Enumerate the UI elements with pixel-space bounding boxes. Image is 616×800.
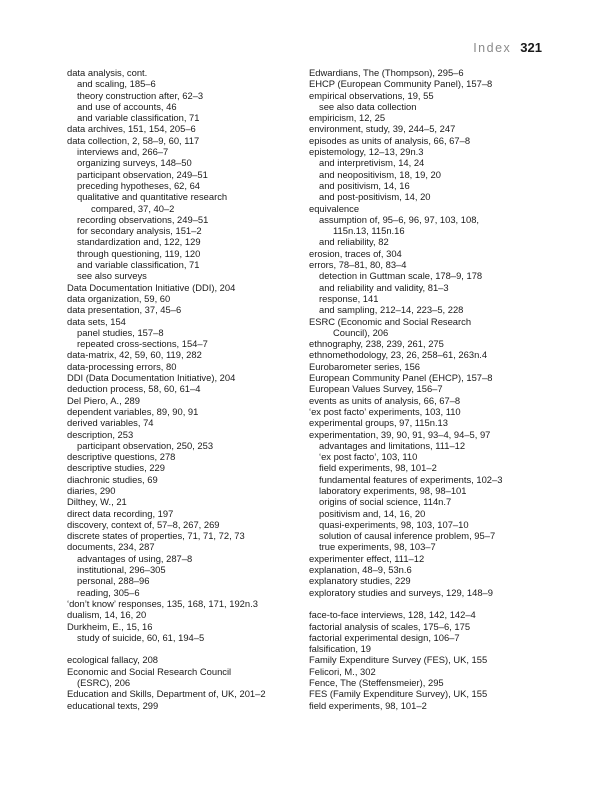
index-column-left <box>67 67 317 711</box>
index-entry: direct data recording, 197 <box>67 507 174 519</box>
index-subentry: (ESRC), 206 <box>77 677 131 689</box>
index-subentry: see also data collection <box>319 100 417 112</box>
index-subentry: ‘ex post facto’, 103, 110 <box>319 451 418 463</box>
index-subentry: and post-positivism, 14, 20 <box>319 191 431 203</box>
index-subentry: and variable classification, 71 <box>77 112 200 124</box>
index-entry: Felicori, M., 302 <box>309 665 376 677</box>
index-entry: descriptive studies, 229 <box>67 462 165 474</box>
index-subentry: through questioning, 119, 120 <box>77 247 201 259</box>
index-entry: erosion, traces of, 304 <box>309 247 402 259</box>
index-subentry: preceding hypotheses, 62, 64 <box>77 179 201 191</box>
index-entry: deduction process, 58, 60, 61–4 <box>67 383 201 395</box>
index-entry: dependent variables, 89, 90, 91 <box>67 405 199 417</box>
index-entry: data organization, 59, 60 <box>67 292 171 304</box>
index-entry: episodes as units of analysis, 66, 67–8 <box>309 134 471 146</box>
index-entry: explanation, 48–9, 53n.6 <box>309 564 412 576</box>
index-entry: discovery, context of, 57–8, 267, 269 <box>67 518 220 530</box>
index-entry: environment, study, 39, 244–5, 247 <box>309 123 456 135</box>
index-entry: events as units of analysis, 66, 67–8 <box>309 394 461 406</box>
index-subentry: advantages of using, 287–8 <box>77 552 193 564</box>
index-entry: explanatory studies, 229 <box>309 575 411 587</box>
index-column-right <box>309 67 559 711</box>
index-subentry: participant observation, 249–51 <box>77 168 208 180</box>
index-subentry: solution of causal inference problem, 95–7 <box>319 530 496 542</box>
index-subentry: true experiments, 98, 103–7 <box>319 541 436 553</box>
index-subentry: fundamental features of experiments, 102–3 <box>319 473 503 485</box>
index-entry: documents, 234, 287 <box>67 541 155 553</box>
index-entry: Edwardians, The (Thompson), 295–6 <box>309 67 464 78</box>
index-entry: factorial experimental design, 106–7 <box>309 631 460 643</box>
index-entry: ‘ex post facto’ experiments, 103, 110 <box>309 405 461 417</box>
index-entry: ecological fallacy, 208 <box>67 654 159 666</box>
index-entry: data sets, 154 <box>67 315 126 327</box>
index-subentry: study of suicide, 60, 61, 194–5 <box>77 631 205 643</box>
index-subentry: see also surveys <box>77 270 147 282</box>
index-entry: data-matrix, 42, 59, 60, 119, 282 <box>67 349 202 361</box>
index-entry: field experiments, 98, 101–2 <box>309 699 427 711</box>
index-entry: diachronic studies, 69 <box>67 473 158 485</box>
index-entry: ethnography, 238, 239, 261, 275 <box>309 338 444 350</box>
index-subentry: compared, 37, 40–2 <box>91 202 175 214</box>
index-subentry: institutional, 296–305 <box>77 564 166 576</box>
index-subentry: for secondary analysis, 151–2 <box>77 225 202 237</box>
header-label: Index <box>473 41 512 55</box>
index-subentry: recording observations, 249–51 <box>77 213 209 225</box>
index-subentry: participant observation, 250, 253 <box>77 439 214 451</box>
index-entry: Family Expenditure Survey (FES), UK, 155 <box>309 654 488 666</box>
index-subentry: interviews and, 266–7 <box>77 146 169 158</box>
index-subentry: and variable classification, 71 <box>77 259 200 271</box>
index-subentry: field experiments, 98, 101–2 <box>319 462 437 474</box>
index-entry: Economic and Social Research Council <box>67 665 232 677</box>
index-entry: experimental groups, 97, 115n.13 <box>309 417 448 429</box>
index-entry: data analysis, cont. <box>67 67 148 78</box>
index-entry: Dilthey, W., 21 <box>67 496 127 508</box>
index-subentry: Council), 206 <box>333 326 389 338</box>
index-subentry: assumption of, 95–6, 96, 97, 103, 108, <box>319 213 480 225</box>
index-subentry: and scaling, 185–6 <box>77 78 156 90</box>
index-subentry: and reliability, 82 <box>319 236 389 248</box>
index-subentry: standardization and, 122, 129 <box>77 236 201 248</box>
index-entry: errors, 78–81, 80, 83–4 <box>309 259 407 271</box>
section-gap <box>67 643 317 654</box>
index-entry: experimentation, 39, 90, 91, 93–4, 94–5, 97 <box>309 428 491 440</box>
index-entry: data collection, 2, 58–9, 60, 117 <box>67 134 200 146</box>
index-subentry: advantages and limitations, 111–12 <box>319 439 466 451</box>
index-subentry: detection in Guttman scale, 178–9, 178 <box>319 270 483 282</box>
index-entry: descriptive questions, 278 <box>67 451 176 463</box>
index-entry: Eurobarometer series, 156 <box>309 360 420 372</box>
index-entry: educational texts, 299 <box>67 699 159 711</box>
index-entry: ESRC (Economic and Social Research <box>309 315 472 327</box>
index-subentry: organizing surveys, 148–50 <box>77 157 192 169</box>
index-subentry: and positivism, 14, 16 <box>319 179 410 191</box>
index-entry: falsification, 19 <box>309 643 372 655</box>
index-subentry: and reliability and validity, 81–3 <box>319 281 449 293</box>
index-entry: derived variables, 74 <box>67 417 154 429</box>
index-subentry: panel studies, 157–8 <box>77 326 164 338</box>
index-entry: factorial analysis of scales, 175–6, 175 <box>309 620 471 632</box>
index-entry: empirical observations, 19, 55 <box>309 89 434 101</box>
index-entry: data presentation, 37, 45–6 <box>67 304 182 316</box>
index-entry: ‘don’t know’ responses, 135, 168, 171, 192n.3 <box>67 597 258 609</box>
index-subentry: and sampling, 212–14, 223–5, 228 <box>319 304 464 316</box>
index-subentry: positivism and, 14, 16, 20 <box>319 507 426 519</box>
index-entry: European Values Survey, 156–7 <box>309 383 443 395</box>
index-subentry: response, 141 <box>319 292 379 304</box>
index-entry: EHCP (European Community Panel), 157–8 <box>309 78 493 90</box>
index-subentry: laboratory experiments, 98, 98–101 <box>319 484 467 496</box>
index-entry: Del Piero, A., 289 <box>67 394 140 406</box>
index-subentry: theory construction after, 62–3 <box>77 89 204 101</box>
index-subentry: 115n.13, 115n.16 <box>333 225 405 237</box>
index-entry: face-to-face interviews, 128, 142, 142–4 <box>309 609 476 621</box>
index-subentry: quasi-experiments, 98, 103, 107–10 <box>319 518 469 530</box>
index-subentry: origins of social science, 114n.7 <box>319 496 452 508</box>
index-subentry: and use of accounts, 46 <box>77 100 177 112</box>
index-entry: Data Documentation Initiative (DDI), 204 <box>67 281 236 293</box>
index-entry: exploratory studies and surveys, 129, 148–9 <box>309 586 493 598</box>
section-gap <box>309 598 559 609</box>
index-subentry: and neopositivism, 18, 19, 20 <box>319 168 441 180</box>
index-entry: data archives, 151, 154, 205–6 <box>67 123 196 135</box>
index-entry: dualism, 14, 16, 20 <box>67 609 147 621</box>
index-subentry: personal, 288–96 <box>77 575 150 587</box>
index-entry: Fence, The (Steffensmeier), 295 <box>309 677 444 689</box>
index-entry: equivalence <box>309 202 360 214</box>
index-subentry: reading, 305–6 <box>77 586 140 598</box>
index-entry: diaries, 290 <box>67 484 116 496</box>
index-entry: experimenter effect, 111–12 <box>309 552 425 564</box>
index-entry: description, 253 <box>67 428 134 440</box>
index-entry: ethnomethodology, 23, 26, 258–61, 263n.4 <box>309 349 488 361</box>
index-entry: FES (Family Expenditure Survey), UK, 155 <box>309 688 488 700</box>
index-entry: discrete states of properties, 71, 71, 72, 73 <box>67 530 245 542</box>
index-entry: empiricism, 12, 25 <box>309 112 386 124</box>
running-header <box>473 40 542 55</box>
index-subentry: and interpretivism, 14, 24 <box>319 157 425 169</box>
index-entry: DDI (Data Documentation Initiative), 204 <box>67 372 236 384</box>
index-entry: Durkheim, E., 15, 16 <box>67 620 153 632</box>
index-entry: European Community Panel (EHCP), 157–8 <box>309 372 493 384</box>
index-subentry: repeated cross-sections, 154–7 <box>77 338 208 350</box>
index-subentry: qualitative and quantitative research <box>77 191 228 203</box>
index-entry: Education and Skills, Department of, UK, 201–2 <box>67 688 266 700</box>
index-entry: data-processing errors, 80 <box>67 360 177 372</box>
index-entry: epistemology, 12–13, 29n.3 <box>309 146 424 158</box>
page-number: 321 <box>520 40 542 55</box>
